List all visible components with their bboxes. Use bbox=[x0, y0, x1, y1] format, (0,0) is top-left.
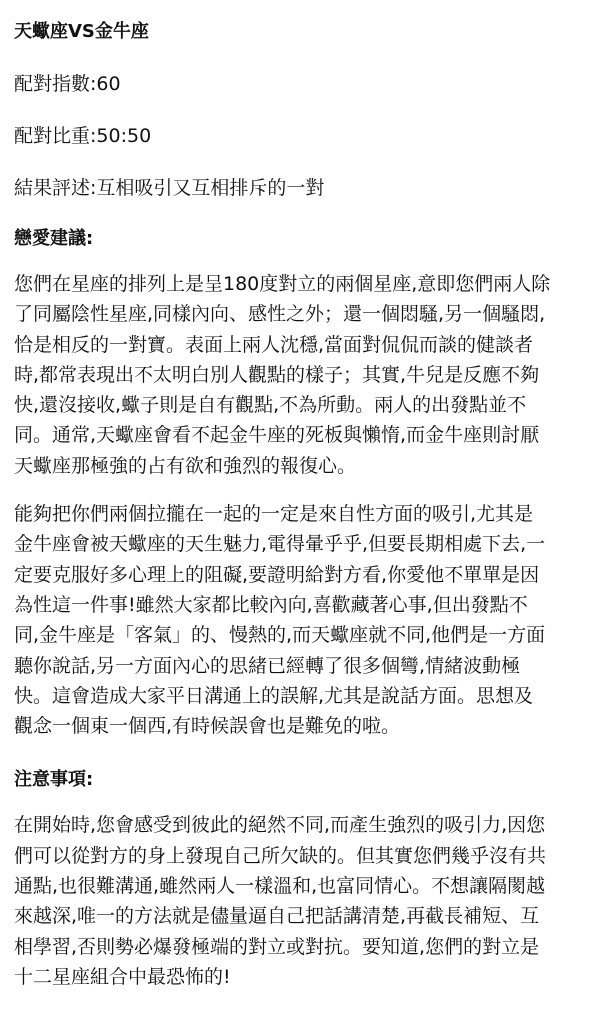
paragraph-line: 金牛座會被天蠍座的天生魅力,電得暈乎乎,但要長期相處下去,一 bbox=[14, 533, 546, 556]
paragraph-line: 通點,也很難溝通,雖然兩人一樣溫和,也富同情心。不想讓隔閡越 bbox=[14, 875, 546, 898]
paragraph-line: 觀念一個東一個西,有時候誤會也是難免的啦。 bbox=[14, 715, 401, 738]
paragraph-line: 時,都常表現出不太明白別人觀點的樣子；其實,牛兒是反應不夠 bbox=[14, 363, 540, 386]
paragraph-line: 為性這一件事!雖然大家都比較內向,喜歡藏著心事,但出發點不 bbox=[14, 593, 528, 616]
paragraph-line: 快,還沒接收,蠍子則是自有觀點,不為所動。兩人的出發點並不 bbox=[14, 394, 527, 417]
paragraph-line: 快。這會造成大家平日溝通上的誤解,尤其是說話方面。思想及 bbox=[14, 684, 534, 707]
paragraph-line: 來越深,唯一的方法就是儘量逼自己把話講清楚,再截長補短、互 bbox=[14, 905, 540, 928]
paragraph-3 bbox=[14, 810, 600, 992]
paragraph-line: 同。通常,天蠍座會看不起金牛座的死板與懶惰,而金牛座則討厭 bbox=[14, 424, 540, 447]
match-index: 配對指數:60 bbox=[14, 73, 121, 95]
paragraph-line: 能夠把你們兩個拉攏在一起的一定是來自性方面的吸引,尤其是 bbox=[14, 503, 534, 526]
paragraph-line: 了同屬陰性星座,同樣內向、感性之外；還一個悶騷,另一個騷悶, bbox=[14, 303, 546, 326]
paragraph-line: 您們在星座的排列上是呈180度對立的兩個星座,意即您們兩人除 bbox=[14, 273, 551, 295]
paragraph-2 bbox=[14, 499, 600, 741]
paragraph-line: 聽你說話,另一方面內心的思緒已經轉了很多個彎,情緒波動極 bbox=[14, 654, 521, 677]
paragraph-line: 相學習,否則勢必爆發極端的對立或對抗。要知道,您們的對立是 bbox=[14, 935, 540, 958]
paragraph-line: 恰是相反的一對寶。表面上兩人沈穩,當面對侃侃而談的健談者 bbox=[14, 333, 534, 356]
paragraph-line: 們可以從對方的身上發現自己所欠缺的。但其實您們幾乎沒有共 bbox=[14, 844, 547, 867]
article bbox=[14, 20, 600, 992]
article-title: 天蠍座VS金牛座 bbox=[14, 21, 149, 42]
paragraph-line: 定要克服好多心理上的阻礙,要證明給對方看,你愛他不單單是因 bbox=[14, 563, 540, 586]
paragraph-line: 天蠍座那極強的占有欲和強烈的報復心。 bbox=[14, 454, 357, 477]
love-advice-heading: 戀愛建議: bbox=[14, 228, 94, 249]
paragraph-line: 同,金牛座是「客氣」的、慢熱的,而天蠍座就不同,他們是一方面 bbox=[14, 624, 546, 647]
match-ratio: 配對比重:50:50 bbox=[14, 125, 152, 147]
paragraph-1 bbox=[14, 269, 600, 481]
paragraph-line: 在開始時,您會感受到彼此的絕然不同,而產生強烈的吸引力,因您 bbox=[14, 814, 546, 837]
result-comment: 結果評述:互相吸引又互相排斥的一對 bbox=[14, 177, 325, 199]
paragraph-line: 十二星座組合中最恐怖的! bbox=[14, 965, 231, 988]
notes-heading: 注意事項: bbox=[14, 769, 94, 791]
